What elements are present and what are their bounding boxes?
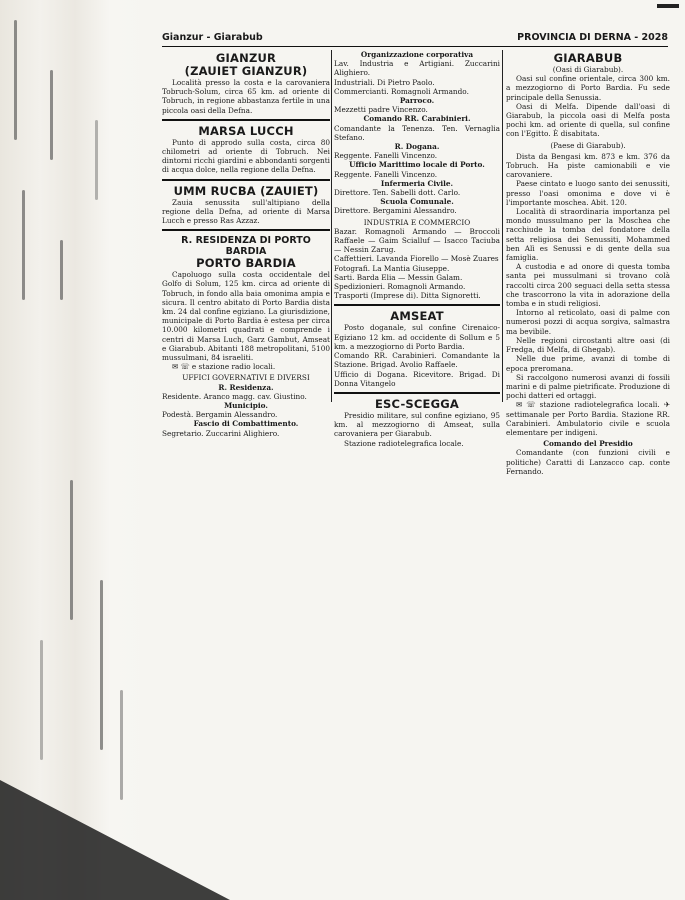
office-entry: Direttore. Ten. Sabelli dott. Carlo. [334, 188, 461, 198]
column-1 [162, 50, 330, 438]
office-heading: Scuola Comunale. [380, 197, 454, 207]
paragraph: Zauia senussita sull'altipiano della regione della Defna, ad oriente di Marsa Lucch e presso Ras Azzaz. [162, 197, 330, 226]
paragraph: Nelle due prime, avanzi di tombe di epoca preromana. [506, 354, 670, 373]
section-subtitle: (Paese di Giarabub). [550, 140, 626, 150]
section-title: GIANZUR [215, 51, 277, 65]
paragraph: Località presso la costa e la carovaniera Tobruch-Solum, circa 65 km. ad oriente di Tobruch, in regione abbastanza fertile in una piccola oasi della Defna. [162, 78, 330, 115]
section-subtitle: (ZAUIET GIANZUR) [184, 64, 308, 78]
paragraph: Comandante (con funzioni civili e politiche) Caratti di Lanzacco cap. conte Fernando. [506, 448, 670, 476]
office-entry: Industriali. Di Pietro Paolo. [334, 77, 435, 87]
paragraph: Oasi di Melfa. Dipende dall'oasi di Giarabub, la piccola oasi di Melfa posta pochi km. ad oriente di quella, sul confine con l'Egitto. È disabitata. [506, 101, 670, 139]
scan-streak [22, 190, 25, 300]
section-rule [334, 304, 500, 306]
scan-streak [100, 580, 103, 750]
subsection-heading: UFFICI GOVERNATIVI E DIVERSI [182, 373, 310, 383]
column-divider [502, 50, 503, 402]
paragraph: Località di straordinaria importanza pel mondo mussulmano per la Moschea che racchiude la tomba del fondatore della setta religiosa dei Senussiti, Mohammed ben Alì es Senussi e di gente della sua famiglia. [506, 207, 670, 263]
office-entry: Comando RR. Carabinieri. Comandante la Stazione. Brigad. Avolio Raffaele. [334, 351, 500, 370]
office-entry: Mezzetti padre Vincenzo. [334, 105, 428, 115]
business-entry: Spedizionieri. Romagnoli Armando. [334, 282, 466, 292]
scan-shadow-corner [0, 780, 230, 900]
office-heading: Municipio. [224, 401, 268, 411]
scan-streak [60, 240, 63, 300]
scan-mark [657, 4, 679, 8]
office-heading: Parroco. [399, 96, 435, 106]
scan-streak [70, 480, 73, 620]
office-heading: Ufficio Marittimo locale di Porto. [349, 160, 485, 170]
paragraph: Posto doganale, sul confine Cirenaico-Egiziano 12 km. ad occidente di Sollum e 5 km. a mezzogiorno di Porto Bardia. [334, 323, 500, 351]
business-entry: Bazar. Romagnoli Armando — Broccoli Raffaele — Gaim Scialluf — Isacco Taciuba — Nessin Zarug. [334, 226, 500, 255]
office-entry: Reggente. Fanelli Vincenzo. [334, 169, 438, 179]
business-entry: Sarti. Barda Elia — Messin Galam. [334, 272, 463, 282]
office-heading: R. Residenza. [218, 382, 274, 392]
scan-streak [40, 640, 43, 760]
office-entry: Direttore. Bergamini Alessandro. [334, 206, 457, 216]
section-title: MARSA LUCCH [198, 123, 294, 138]
section-title: UMM RUCBA (ZAUIET) [173, 183, 319, 198]
scan-streak [95, 120, 98, 200]
paragraph: Paese cintato e luogo santo dei senussiti, presso l'oasi omonima e dove vi è l'importante moschea. Abit. 120. [506, 179, 670, 207]
paragraph: ✉ ☏ stazione radiotelegrafica locali. ✈ settimanale per Porto Bardia. Stazione RR. Carabinieri. Ambulatorio civile e scuola elementare per indigeni. [506, 400, 670, 437]
section-rule [162, 229, 330, 231]
section-title: R. RESIDENZA DI PORTO BARDIA [181, 235, 311, 258]
office-entry: Lav. Industria e Artigiani. Zuccarini Alighiero. [334, 59, 500, 78]
office-entry: Residente. Aranco magg. cav. Giustino. [162, 391, 307, 401]
business-entry: Trasporti (Imprese di). Ditta Signoretti. [334, 291, 481, 301]
paragraph: Nelle regioni circostanti altre oasi (di Fredga, di Melfa, di Ghegab). [506, 335, 670, 355]
section-title: AMSEAT [390, 309, 444, 324]
office-entry: Ufficio di Dogana. Ricevitore. Brigad. Di Donna Vitangelo [334, 369, 500, 388]
paragraph: Punto di approdo sulla costa, circa 80 chilometri ad oriente di Tobruch. Nei dintorni ricchi giardini e abbondanti sorgenti di acqua dolce, nella regione della Defna. [162, 137, 330, 175]
office-entry: Commercianti. Romagnoli Armando. [334, 86, 469, 96]
office-heading: R. Dogana. [394, 142, 440, 152]
scan-streak [14, 20, 17, 140]
header-rule [162, 46, 668, 47]
paragraph: Dista da Bengasi km. 873 e km. 376 da Tobruch. Ha piste camionabili e vie carovaniere. [506, 151, 670, 180]
running-header [162, 32, 668, 46]
column-3 [506, 50, 670, 476]
paragraph: Si raccolgono numerosi avanzi di fossili marini e di palme pietrificate. Produzione di pochi datteri ed ortaggi. [506, 372, 670, 401]
header-left: Gianzur - Giarabub [162, 32, 263, 43]
paragraph: A custodia e ad onore di questa tomba santa pei mussulmani si trovano colà raccolti circa 200 seguaci della setta stessa che trascorrono la vita in adorazione della tomba e in studi religiosi. [506, 262, 670, 309]
office-entry: Podestà. Bergamin Alessandro. [162, 410, 278, 420]
header-right: PROVINCIA DI DERNA - 2028 [517, 32, 668, 43]
section-rule [162, 179, 330, 181]
column-divider [331, 50, 332, 402]
business-entry: Fotografi. La Mantia Giuseppe. [334, 263, 450, 273]
office-heading: Comando del Presidio [543, 439, 633, 449]
page-binding-edge [0, 0, 150, 900]
paragraph: Presidio militare, sul confine egiziano, 95 km. al mezzogiorno di Amseat, sulla carovaniera per Giarabub. [334, 410, 500, 439]
section-rule [334, 392, 500, 394]
office-heading: Organizzazione corporativa [360, 50, 474, 59]
section-rule [162, 119, 330, 121]
section-title: GIARABUB [553, 51, 623, 65]
column-2 [334, 50, 500, 448]
office-entry: Segretario. Zuccarini Alighiero. [162, 428, 280, 438]
paragraph: Intorno al reticolato, oasi di palme con numerosi pozzi di acqua sorgiva, salmastra ma bevibile. [506, 308, 670, 336]
paragraph: Stazione radiotelegrafica locale. [344, 438, 464, 448]
subsection-heading: INDUSTRIA E COMMERCIO [363, 217, 471, 227]
paragraph: Oasi sul confine orientale, circa 300 km. a mezzogiorno di Porto Bardia. Fu sede principale della Senussia. [506, 74, 670, 102]
paragraph: Capoluogo sulla costa occidentale del Golfo di Solum, 125 km. circa ad oriente di Tobruch, in fondo alla baia omonima ampia e sicura. Il centro abitato di Porto Bardia dista km. 24 dal confine egiziano. La giurisdizione, municipale di Porto Bardia è estesa per circa 10.000 kilometri quadrati e comprende i centri di Marsa Luch, Garz Gambut, Amseat e Giarabub. Abitanti 188 metropolitani, 5100 mussulmani, 84 israeliti. [162, 270, 330, 363]
office-heading: Comando RR. Carabinieri. [363, 114, 471, 124]
office-heading: Infermeria Civile. [380, 178, 454, 188]
office-entry: Reggente. Fanelli Vincenzo. [334, 151, 438, 161]
section-subtitle: PORTO BARDIA [196, 256, 296, 271]
section-subtitle: (Oasi di Giarabub). [552, 65, 624, 74]
office-heading: Fascio di Combattimento. [193, 419, 299, 429]
business-entry: Caffettieri. Lavanda Fiorello — Mosè Zuares [334, 254, 499, 264]
office-entry: Comandante la Tenenza. Ten. Vernaglia Stefano. [334, 123, 500, 142]
section-title: ESC-SCEGGA [375, 396, 459, 411]
paragraph: ✉ ☏ e stazione radio locali. [172, 362, 276, 372]
scan-streak [50, 70, 53, 160]
